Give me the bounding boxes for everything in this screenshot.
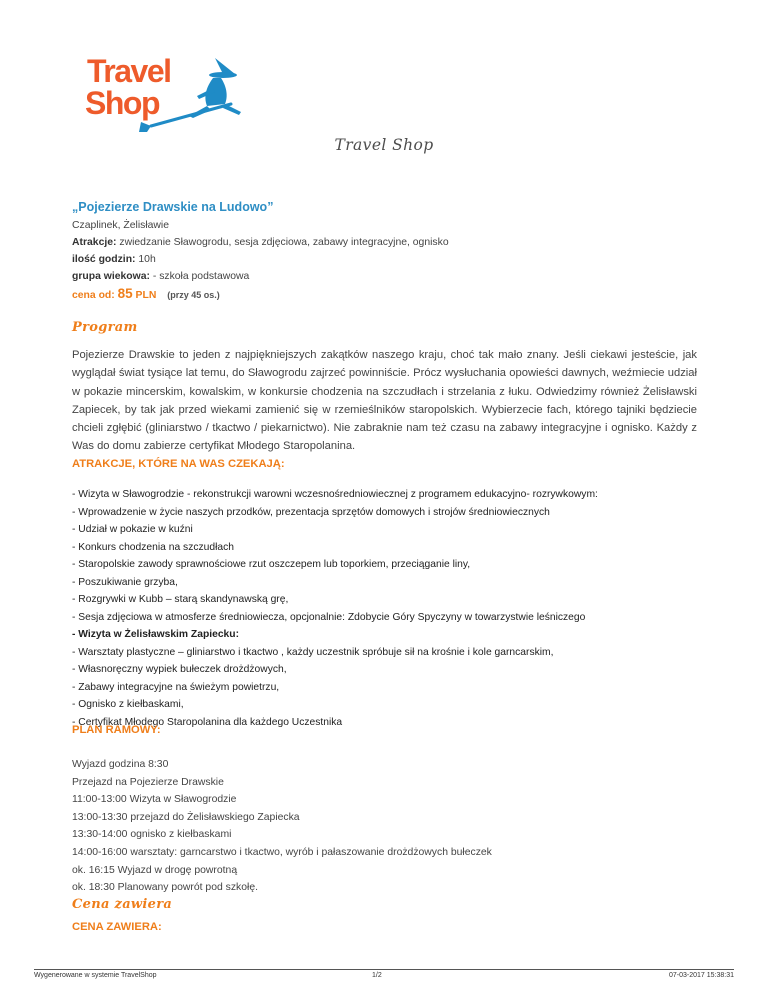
list-item: - Warsztaty plastyczne – gliniarstwo i tkactwo , każdy uczestnik spróbuje sił na krośnie i kole garncarskim,: [72, 646, 554, 658]
hours-label: ilość godzin:: [72, 254, 136, 265]
footer-page-number: 1/2: [372, 972, 382, 979]
brand-title: Travel Shop: [334, 136, 434, 154]
plan-item: ok. 16:15 Wyjazd w drogę powrotną: [72, 864, 238, 876]
plan-item: Wyjazd godzina 8:30: [72, 759, 169, 770]
price-includes-heading: Cena zawiera: [72, 897, 173, 912]
price-value: 85: [117, 286, 133, 301]
price-includes-label: CENA ZAWIERA:: [72, 921, 162, 933]
logo-text-shop: Shop: [85, 85, 159, 121]
offer-attractions: [72, 234, 702, 251]
attractions-value: zwiedzanie Sławogrodu, sesja zdjęciowa, zabawy integracyjne, ognisko: [119, 237, 449, 248]
program-heading: Program: [72, 320, 138, 335]
plan-item: 13:30-14:00 ognisko z kiełbaskami: [72, 829, 232, 841]
list-item: - Sesja zdjęciowa w atmosferze średniowiecza, opcjonalnie: Zdobycie Góry Spyczyny w towarzystwie leśniczego: [72, 611, 586, 623]
offer-location: Czaplinek, Żelisławie: [72, 220, 170, 231]
footer-timestamp: 07-03-2017 15:38:31: [669, 972, 734, 979]
list-item: - Poszukiwanie grzyba,: [72, 576, 178, 588]
hours-value: 10h: [138, 254, 156, 265]
logo-text-travel: Travel: [87, 53, 171, 89]
attractions-list: [72, 486, 712, 731]
list-item: - Ognisko z kiełbaskami,: [72, 699, 184, 710]
list-item: - Konkurs chodzenia na szczudłach: [72, 541, 234, 553]
plan-item: ok. 18:30 Planowany powrót pod szkołę.: [72, 882, 258, 894]
price-currency: PLN: [135, 290, 157, 301]
list-item: - Certyfikat Młodego Staropolanina dla każdego Uczestnika: [72, 716, 343, 728]
plan-list: [72, 756, 492, 897]
attractions-heading: ATRAKCJE, KTÓRE NA WAS CZEKAJĄ:: [72, 458, 285, 470]
list-item: - Staropolskie zawody sprawnościowe rzut oszczepem lub toporkiem, przeciąganie liny,: [72, 559, 471, 570]
price-label: cena od:: [72, 290, 115, 301]
travelshop-logo: [85, 52, 245, 134]
plan-heading: PLAN RAMOWY:: [72, 724, 161, 736]
list-item: - Wizyta w Sławogrodzie - rekonstrukcji warowni wczesnośredniowiecznej z programem edukacyjno- rozrywkowym:: [72, 489, 598, 500]
attractions-label: Atrakcje:: [72, 237, 117, 248]
footer-divider: [34, 969, 734, 970]
offer-age-group: [72, 268, 702, 285]
program-text: Pojezierze Drawskie to jeden z najpiękniejszych zakątków naszego kraju, choć tak mało znany. Jeśli ciekawi jesteście, jak wyglądał świat tysiące lat temu, do Sławogrodu zajrzeć powinniście. Prócz wysłuchania opowieści dawnych, weźmiecie udział w pokazie mincerskim, kowalskim, w konkursie chodzenia na szczudłach i strzelania z łuku. Odwiedzimy również Żelisławski Zapiecek, by tak jak przed wiekami zamienić się w rzemieślników staropolskich. Wybierzecie fach, którego tajniki będziecie chcieli zgłębić (gliniarstwo / tkactwo / piekarnictwo). Nie zabraknie nam też czasu na zabawy integracyjne i ognisko. Każdy z Was do domu zabierze certyfikat Młodego Staropolanina.: [72, 349, 697, 453]
plan-item: 11:00-13:00 Wizyta w Sławogrodzie: [72, 794, 237, 806]
list-item: - Własnoręczny wypiek bułeczek drożdżowych,: [72, 664, 287, 675]
list-item: - Rozgrywki w Kubb – starą skandynawską grę,: [72, 594, 289, 605]
age-label: grupa wiekowa:: [72, 271, 150, 282]
offer-summary: [72, 198, 702, 304]
plan-item: Przejazd na Pojezierze Drawskie: [72, 776, 224, 788]
offer-price: [72, 285, 702, 304]
footer-generated-by: Wygenerowane w systemie TravelShop: [34, 972, 157, 979]
price-note: (przy 45 os.): [167, 290, 220, 300]
list-item: - Zabawy integracyjne na świeżym powietrzu,: [72, 681, 280, 693]
list-item-bold: - Wizyta w Żelisławskim Zapiecku:: [72, 629, 239, 640]
offer-title: „Pojezierze Drawskie na Ludowo”: [72, 200, 274, 214]
broom-stick: [151, 104, 231, 126]
age-value: - szkoła podstawowa: [152, 271, 250, 282]
offer-hours: [72, 251, 702, 268]
broom-bristles: [139, 122, 151, 132]
list-item: - Wprowadzenie w życie naszych przodków, prezentacja sprzętów domowych i strojów średniowiecznych: [72, 506, 550, 518]
list-item: - Udział w pokazie w kuźni: [72, 524, 193, 535]
plan-item: 14:00-16:00 warsztaty: garncarstwo i tkactwo, wyrób i pałaszowanie drożdżowych bułeczek: [72, 846, 492, 858]
plan-item: 13:00-13:30 przejazd do Żelisławskiego Zapiecka: [72, 811, 300, 823]
